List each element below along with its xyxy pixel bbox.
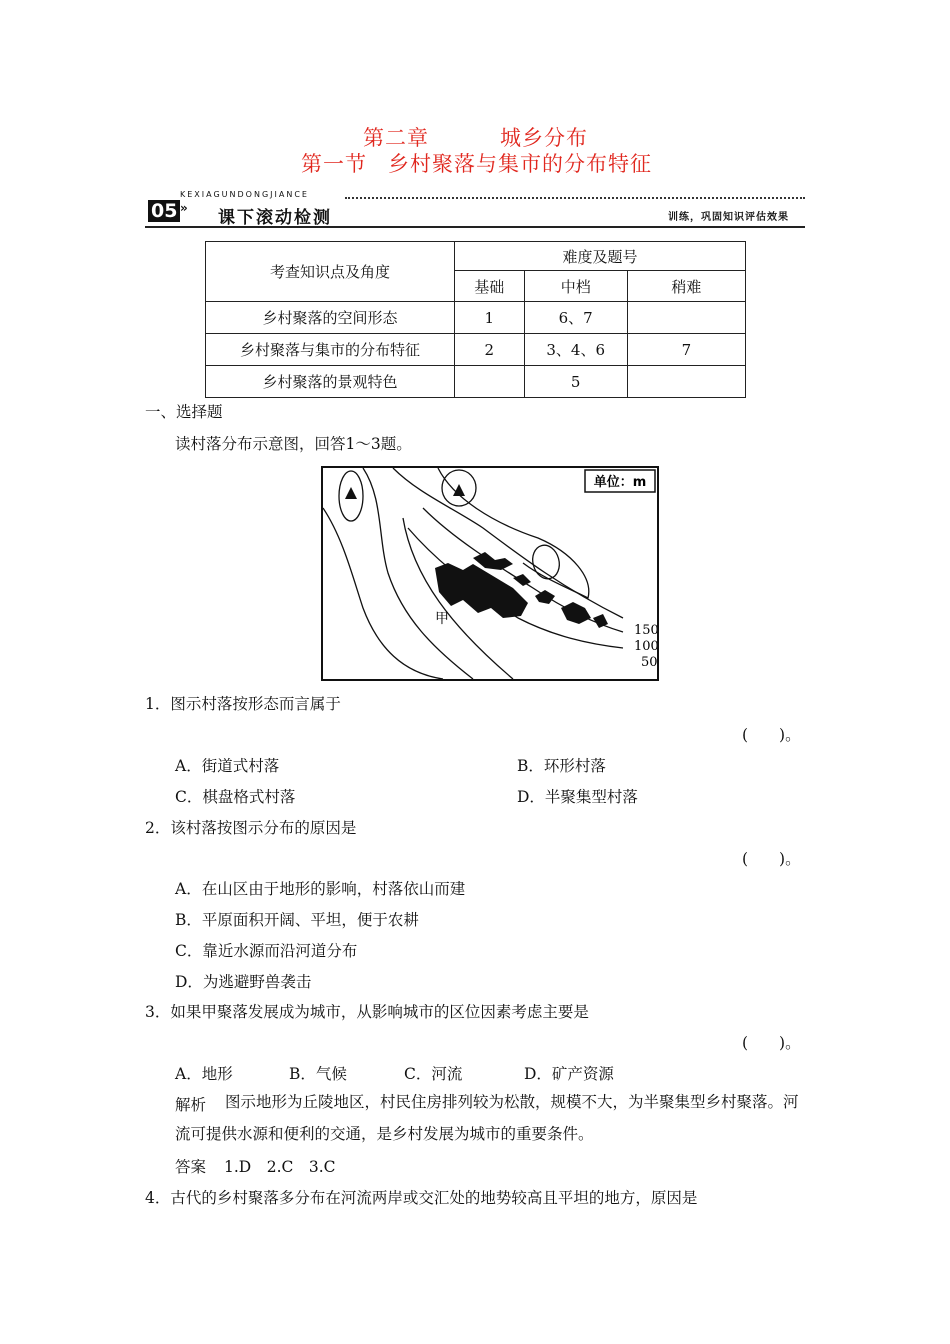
- q2-option-d[interactable]: D．为逃避野兽袭击: [175, 973, 312, 991]
- answer-label: 答案: [175, 1158, 207, 1176]
- q2-option-a[interactable]: A．在山区由于地形的影响，村落依山而建: [175, 880, 466, 898]
- level-mid: 中档: [524, 271, 627, 302]
- question-intro: 读村落分布示意图，回答1～3题。: [175, 435, 412, 453]
- table-cell: 7: [627, 334, 745, 366]
- village-label: 甲: [435, 611, 449, 627]
- section-heading: 一、选择题: [145, 403, 223, 421]
- table-cell: [627, 302, 745, 334]
- contour-label: 50: [641, 655, 657, 670]
- unit-label: 单位：m: [593, 475, 647, 490]
- answer-blank[interactable]: ( )。: [742, 1034, 801, 1052]
- answer-blank[interactable]: ( )。: [742, 726, 801, 744]
- contour-line: [323, 508, 443, 679]
- section-number: 第一节: [301, 152, 367, 176]
- analysis-label: 解析: [175, 1096, 207, 1114]
- answer-blank[interactable]: ( )。: [742, 850, 801, 868]
- table-cell: 2: [455, 334, 525, 366]
- q1-option-c[interactable]: C．棋盘格式村落: [175, 788, 296, 806]
- banner-dotted-line: [345, 197, 805, 199]
- village-map: [321, 466, 659, 681]
- table-row: [206, 366, 746, 398]
- q2-option-c[interactable]: C．靠近水源而沿河道分布: [175, 942, 358, 960]
- q3-option-d[interactable]: D．矿产资源: [524, 1065, 614, 1083]
- banner-subtitle: 训练，巩固知识评估效果: [668, 212, 789, 223]
- banner-title: 课下滚动检测: [218, 208, 332, 228]
- chevron-icon: »: [180, 201, 188, 215]
- answer-text: 1.D 2.C 3.C: [224, 1158, 336, 1176]
- table-cell-topic: 乡村聚落的景观特色: [206, 366, 455, 398]
- table-row: [206, 334, 746, 366]
- banner-rule: [145, 226, 805, 228]
- table-cell-topic: 乡村聚落的空间形态: [206, 302, 455, 334]
- table-topic-header: 考查知识点及角度: [206, 242, 455, 302]
- question-1-stem: 1．图示村落按形态而言属于: [145, 695, 341, 713]
- q3-option-a[interactable]: A．地形: [175, 1065, 233, 1083]
- table-cell: 6、7: [524, 302, 627, 334]
- section-title: 乡村聚落与集市的分布特征: [388, 152, 652, 176]
- table-row: [206, 302, 746, 334]
- contour-label: 150: [634, 623, 657, 638]
- q1-option-d[interactable]: D．半聚集型村落: [517, 788, 638, 806]
- table-cell: 3、4、6: [524, 334, 627, 366]
- contour-label: 100: [634, 639, 657, 654]
- q3-option-c[interactable]: C．河流: [404, 1065, 463, 1083]
- village-map-svg: [323, 468, 657, 679]
- chapter-number: 第二章: [363, 126, 429, 150]
- knowledge-table: [205, 241, 746, 398]
- table-cell: [455, 366, 525, 398]
- q1-option-b[interactable]: B．环形村落: [517, 757, 606, 775]
- peak-icon: [345, 487, 357, 499]
- table-difficulty-header: 难度及题号: [455, 242, 746, 271]
- level-basic: 基础: [455, 271, 525, 302]
- banner-number: 05: [148, 200, 180, 222]
- question-3-stem: 3．如果甲聚落发展成为城市，从影响城市的区位因素考虑主要是: [145, 1003, 589, 1021]
- q2-option-b[interactable]: B．平原面积开阔、平坦，便于农耕: [175, 911, 419, 929]
- question-4-stem: 4．古代的乡村聚落多分布在河流两岸或交汇处的地势较高且平坦的地方，原因是: [145, 1189, 698, 1207]
- table-cell-topic: 乡村聚落与集市的分布特征: [206, 334, 455, 366]
- table-cell: 1: [455, 302, 525, 334]
- q3-option-b[interactable]: B．气候: [289, 1065, 347, 1083]
- chapter-title: 城乡分布: [500, 126, 588, 150]
- level-hard: 稍难: [627, 271, 745, 302]
- banner-pinyin: KEXIAGUNDONGJIANCE: [180, 190, 309, 199]
- q1-option-a[interactable]: A．街道式村落: [175, 757, 280, 775]
- question-2-stem: 2．该村落按图示分布的原因是: [145, 819, 357, 837]
- table-cell: [627, 366, 745, 398]
- table-cell: 5: [524, 366, 627, 398]
- settlement-cluster: [435, 552, 608, 628]
- analysis-text: 图示地形为丘陵地区，村民住房排列较为松散，规模不大，为半聚集型乡村聚落。河流可提供水源和便利的交通，是乡村发展为城市的重要条件。: [175, 1093, 799, 1143]
